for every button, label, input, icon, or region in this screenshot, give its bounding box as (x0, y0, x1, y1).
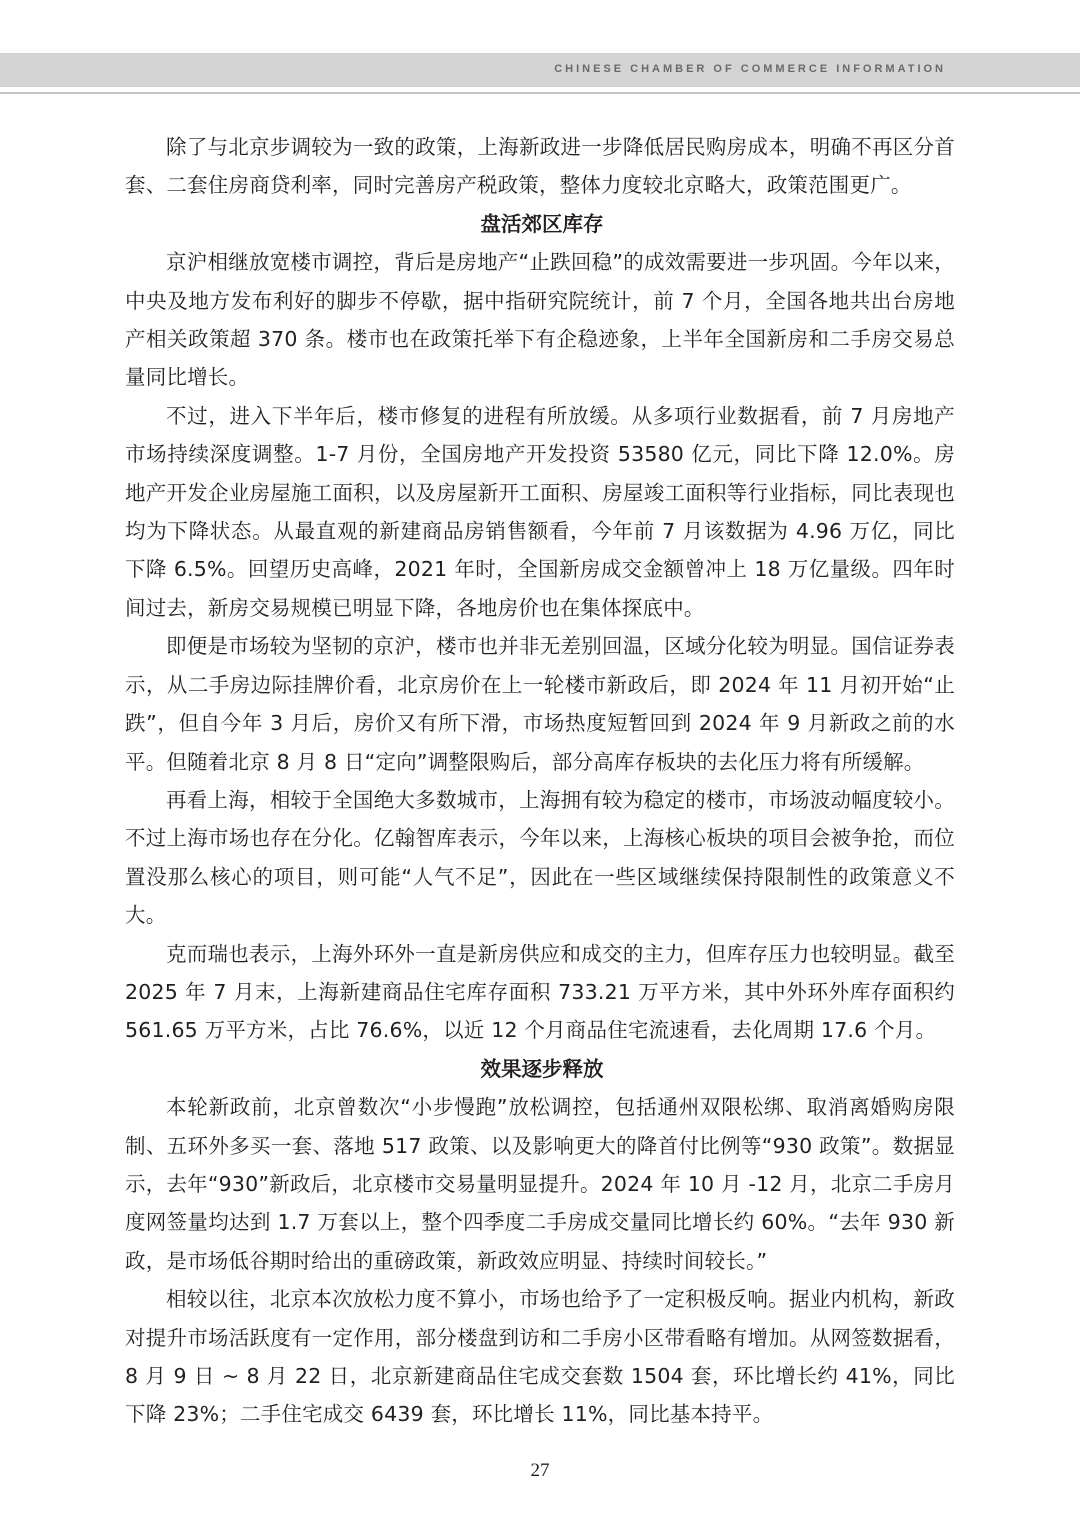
page-number: 27 (530, 1460, 550, 1481)
header-divider (0, 92, 1080, 94)
paragraph-3: 不过，进入下半年后，楼市修复的进程有所放缓。从多项行业数据看，前 7 月房地产市场持续深度调整。1-7 月份，全国房地产开发投资 53580 亿元，同比下降 12.0%。房地产开发企业房屋施工面积，以及房屋新开工面积、房屋竣工面积等行业指标，同比表现也均为下降状态。从最直观的新建商品房销售额看，今年前 7 月该数据为 4.96 万亿，同比下降 6.5%。回望历史高峰，2021 年时，全国新房成交金额曾冲上 18 万亿量级。四年时间过去，新房交易规模已明显下降，各地房价也在集体探底中。 (125, 403, 955, 620)
paragraph-6: 克而瑞也表示，上海外环外一直是新房供应和成交的主力，但库存压力也较明显。截至 2025 年 7 月末，上海新建商品住宅库存面积 733.21 万平方米，其中外环外库存面积约 561.65 万平方米，占比 76.6%，以近 12 个月商品住宅流速看，去化周期 17.6 个月。 (125, 941, 955, 1043)
paragraph-7: 本轮新政前，北京曾数次“小步慢跑”放松调控，包括通州双限松绑、取消离婚购房限制、五环外多买一套、落地 517 政策、以及影响更大的降首付比例等“930 政策”。数据显示，去年“930”新政后，北京楼市交易量明显提升。2024 年 10 月 -12 月，北京二手房月度网签量均达到 1.7 万套以上，整个四季度二手房成交量同比增长约 60%。“去年 930 新政，是市场低谷期时给出的重磅政策，新政效应明显、持续时间较长。” (125, 1095, 955, 1273)
paragraph-8: 相较以往，北京本次放松力度不算小，市场也给予了一定积极反响。据业内机构，新政对提升市场活跃度有一定作用，部分楼盘到访和二手房小区带看略有增加。从网签数据看，8 月 9 日 ~ 8 月 22 日，北京新建商品住宅成交套数 1504 套，环比增长约 41%，同比下降 23%；二手住宅成交 6439 套，环比增长 11%，同比基本持平。 (125, 1287, 955, 1427)
section-heading-1: 盘活郊区库存 (480, 211, 604, 236)
paragraph-5: 再看上海，相较于全国绝大多数城市，上海拥有较为稳定的楼市，市场波动幅度较小。不过上海市场也存在分化。亿翰智库表示，今年以来，上海核心板块的项目会被争抢，而位置没那么核心的项目，则可能“人气不足”，因此在一些区域继续保持限制性的政策意义不大。 (125, 787, 955, 928)
paragraph-1: 除了与北京步调较为一致的政策，上海新政进一步降低居民购房成本，明确不再区分首套、二套住房商贷利率，同时完善房产税政策，整体力度较北京略大，政策范围更广。 (125, 135, 955, 198)
section-heading-2: 效果逐步释放 (480, 1056, 604, 1081)
paragraph-4: 即便是市场较为坚韧的京沪，楼市也并非无差别回温，区域分化较为明显。国信证券表示，从二手房边际挂牌价看，北京房价在上一轮楼市新政后，即 2024 年 11 月初开始“止跌”，但自今年 3 月后，房价又有所下滑，市场热度短暂回到 2024 年 9 月新政之前的水平。但随着北京 8 月 8 日“定向”调整限购后，部分高库存板块的去化压力将有所缓解。 (125, 634, 955, 774)
article-body (125, 128, 955, 1434)
paragraph-2: 京沪相继放宽楼市调控，背后是房地产“止跌回稳”的成效需要进一步巩固。今年以来，中央及地方发布利好的脚步不停歇，据中指研究院统计，前 7 个月，全国各地共出台房地产相关政策超 370 条。楼市也在政策托举下有企稳迹象，上半年全国新房和二手房交易总量同比增长。 (125, 250, 955, 390)
running-header: CHINESE CHAMBER OF COMMERCE INFORMATION (554, 63, 946, 75)
